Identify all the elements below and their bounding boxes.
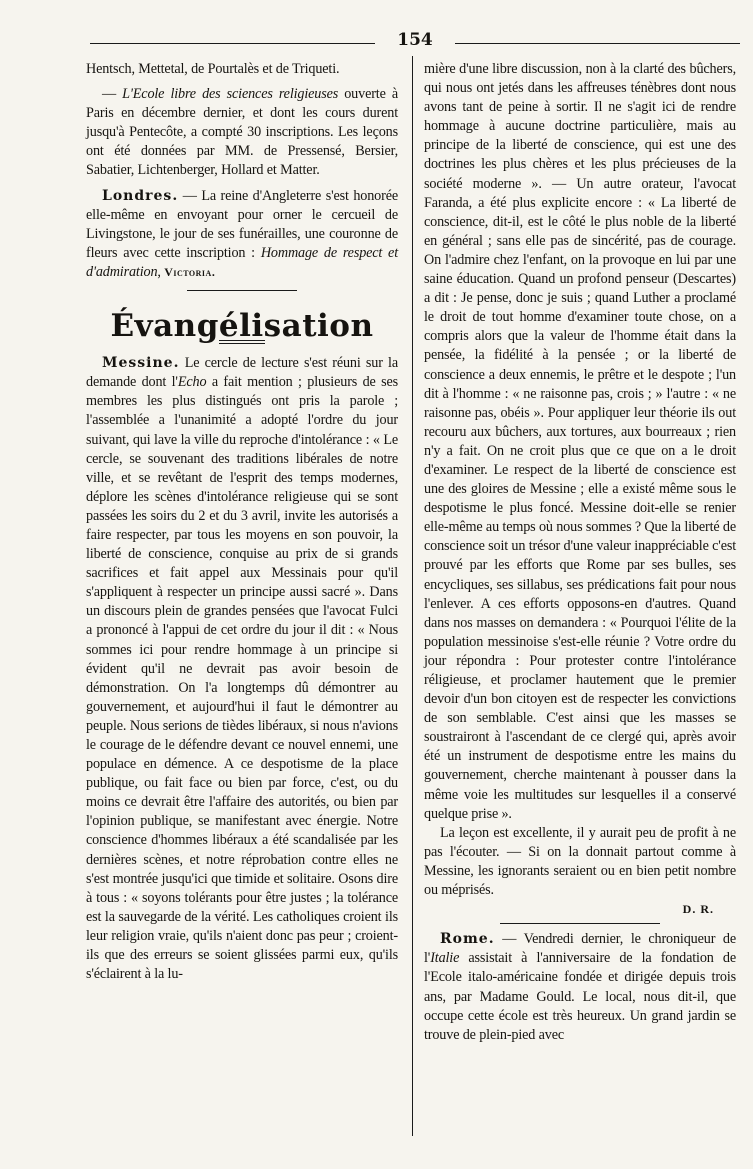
- paragraph-ecole-libre: — L'Ecole libre des sciences religieuses ouverte à Paris en décembre dernier, et dont les cours durent jusqu'à Pentecôte, a compté 30 inscriptions. Les leçons ont été données par MM. de Pressensé, Bersier, Sabatier, Lichtenberger, Hollard et Matter.: [86, 86, 398, 179]
- ecole-libre-text: ouverte à Paris en décembre dernier, et dont les cours durent jusqu'à Pentecôte, a compté 30 inscriptions. Les leçons ont été données par MM. de Pressensé, Bersier, Sabatier, Lichtenberger, Hollard et Matter.: [86, 86, 398, 179]
- paragraph-continuation: Hentsch, Mettetal, de Pourtalès et de Triqueti.: [86, 61, 340, 77]
- place-rome: Rome.: [440, 931, 495, 948]
- section-rule-2: [500, 923, 660, 924]
- ecole-libre-title: L'Ecole libre des sciences religieuses: [122, 86, 339, 103]
- paragraph-rome: [424, 930, 736, 1045]
- messine-text-b: a fait mention ; plusieurs de ses membres les plus distingués ont pris la parole ; l'assemblée a l'unanimité a adopté l'ordre du jour suivant, qui lave la ville du reproche d'intolérance : « Le cercle, se souvenant des traditions libérales de notre ville, et se revêtant de l'esprit des temps modernes, déplore les scènes d'intolérance religieuse qui se sont passées les soirs du 2 et du 3 avril, invite les autorisés a faire respecter, par tous les moyens en son pouvoir, la liberté de conscience, conquise au prix de si grands sacrifices et fait appel aux Messinais pour qu'il s'appliquent à respecter un principe aussi sacré ». Dans un discours plein de grandes pensées que l'avocat Fulci a prononcé à l'appui de cet ordre du jour il dit : « Nous sommes ici pour rendre hommage à un principe si évident qu'il ne devrait pas avoir besoin de démonstration. On l'a longtemps dû démontrer au gouvernement, et aujourd'hui il faut le démontrer au peuple. Nous serions de tièdes libéraux, si nous n'avions le courage de le défendre devant ce nouvel ennemi, une populace en démence. A ce despotisme de la place publique, ou fait face ou bien par force, c'est, ou du moins ce devrait être l'affaire des autorités, ou bien par l'opinion publique, se manifestant avec énergie. Notre conscience d'hommes libéraux a été scandalisée par les dernières scènes, et notre réprobation contre elles ne s'est montrée jusqu'ici que timide et solitaire. Osons dire à tous : « soyons tolérants pour être justes ; la tolérance est la sauvegarde de la vérité. Les catholiques croient ils leur religion vraie, qu'ils n'aient donc pas peur ; croient-ils que des erreurs se soient glissées parmi eux, qu'ils s'éclairent à la lu-: [86, 374, 398, 983]
- right-column: [424, 60, 736, 1045]
- signature-dr: D. R.: [682, 902, 714, 917]
- londres-inscription: Hommage de respect et d'admiration: [86, 244, 398, 280]
- section-rule: [187, 290, 297, 291]
- column-divider: [412, 56, 413, 1136]
- paragraph-londres: Londres. — La reine d'Angleterre s'est honorée elle-même en envoyant pour orner le cercueil de Livingstone, le jour de ses funérailles, une couronne de fleurs avec cette inscription : Hommage de respect et d'admiration, Victoria.: [86, 187, 398, 280]
- page-number: 154: [397, 30, 433, 50]
- paragraph-lecon: La leçon est excellente, il y aurait peu de profit à ne pas l'écouter. — Si on la donnait partout comme à Messine, les ignorants seraient ou en bien petit nombre ou méprisés.: [424, 824, 736, 899]
- left-column: [86, 60, 398, 984]
- rome-italie: Italie: [430, 950, 460, 967]
- place-londres: Londres.: [102, 187, 179, 204]
- page-header: [90, 30, 740, 52]
- place-messine: Messine.: [102, 355, 180, 372]
- messine-echo: Echo: [177, 374, 207, 391]
- messine-text-a: Le cercle de lecture s'est réuni sur la demande dont l': [86, 355, 398, 391]
- londres-text: — La reine d'Angleterre s'est honorée elle-même en envoyant pour orner le cercueil de Livingstone, le jour de ses funérailles, une couronne de fleurs avec cette inscription :: [86, 187, 398, 261]
- rome-text-a: — Vendredi dernier, le chroniqueur de l': [424, 931, 736, 967]
- londres-signature: Victoria.: [164, 264, 216, 279]
- header-rule-left: [90, 43, 375, 44]
- section-title: Évangélisation: [110, 308, 374, 345]
- header-rule-right: [455, 43, 740, 44]
- paragraph-messine: [86, 354, 398, 984]
- rome-text-b: assistait à l'anniversaire de la fondation de l'Ecole italo-américaine fondée et dirigée depuis trois ans, par Madame Gould. Le local, nous dit-il, que occupe cette école est très heureux. Un grand jardin se trouve de plein-pied avec: [424, 950, 736, 1043]
- paragraph-messine-continued: mière d'une libre discussion, non à la clarté des bûchers, qui nous ont jetés dans les affreuses ténèbres dont nous avons tant de peine à sortir. Il ne s'agit ici de rendre hommage à aucune doctrine particulière, mais au principe de la liberté de conscience, qui est une des doctrines les plus chères et les plus précieuses de la société moderne ». — Un autre orateur, l'avocat Faranda, a été plus explicite encore : « La liberté de conscience, dit-il, est le côté le plus noble de la liberté en général ; sans elle pas de sincérité, pas de courage. On l'admire chez l'enfant, on la provoque en lui par une saine éducation. Quand un profond penseur (Descartes) a dit : Je pense, donc je suis ; quand Luther a proclamé le droit de tout homme d'examiner toute chose, on a compris alors que la valeur de l'homme était dans la pensée, la fidélité à la pensée ; or la liberté de conscience a deux ennemis, le prêtre et le despote ; l'un dit à l'homme : « ne raisonne pas, crois ; » l'autre : « ne raisonne pas, obéis ». Pour appliquer leur théorie ils out recouru aux bûchers, aux tortures, aux bourreaux ; rien n'y a fait. On ne croit plus que ce que on a le droit d'examiner. Le respect de la liberté de conscience est une des gloires de Messine ; elle a existé même sous le despotisme le plus foncé. Messine doit-elle se renier elle-même au temps où nous sommes ? Que la liberté de conscience soit un trésor d'une valeur inappréciable c'est prouvé par les efforts que Rome par ses bulles, ses encycliques, ses sillabus, ses prédications fait pour nous l'enlever. A ces efforts opposons-en d'autres. Quand dans nos masses on demandera : « Pourquoi l'élite de la population messinoise s'est-elle réunie ? Votre ordre du jour répondra : Pour protester contre l'intolérance réligieuse, et proclamer hautement que le premier devoir d'un bon citoyen est de respecter les convictions de son semblable. C'est ainsi que les masses se soustrairont à l'ascendant de ce clergé qui, après avoir été un instrument de despotisme entre les mains du gouvernement, cherche maintenant à pousser dans la même voie les multitudes sur lesquelles il a conservé quelque prise ».: [424, 61, 736, 822]
